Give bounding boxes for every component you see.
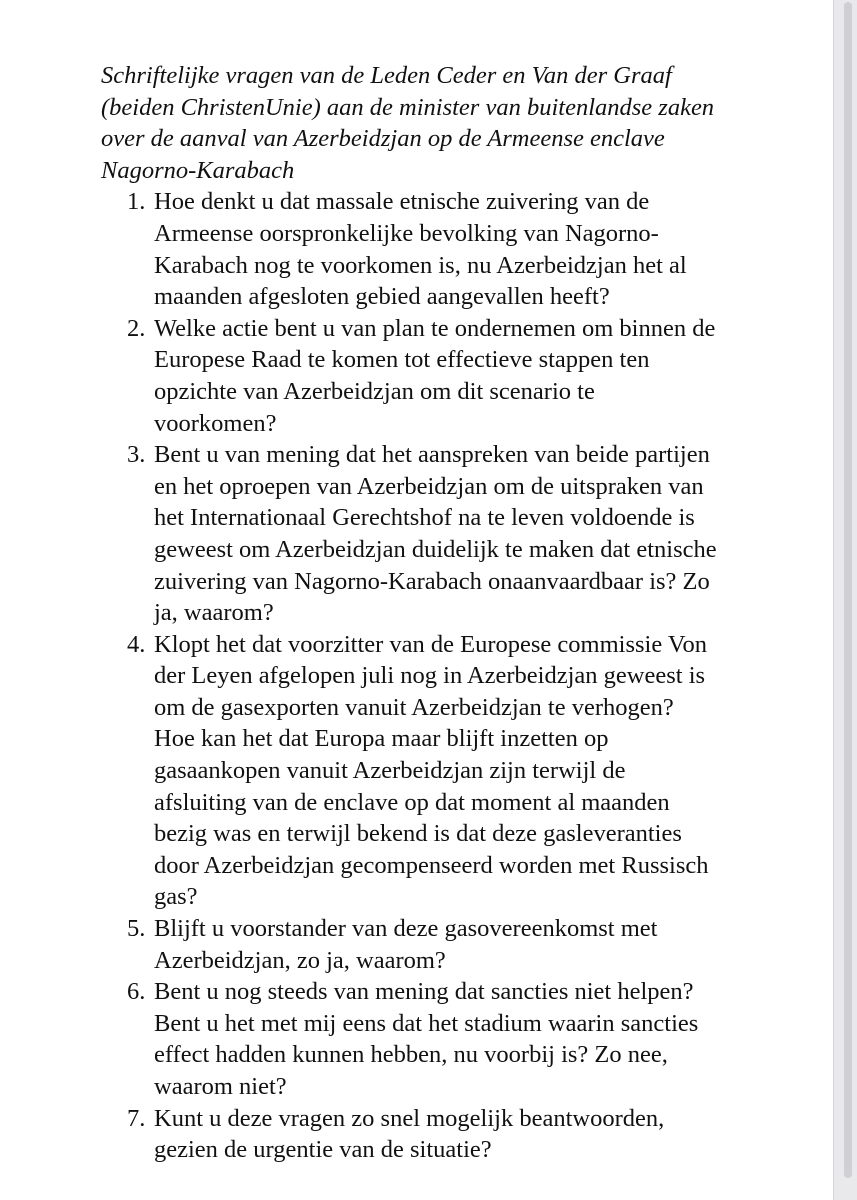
- question-line: waarom niet?: [154, 1073, 287, 1100]
- question-list: [101, 186, 801, 1165]
- question-line: Azerbeidzjan, zo ja, waarom?: [154, 946, 446, 974]
- question-line: om de gasexporten vanuit Azerbeidzjan te verhogen?: [154, 693, 674, 721]
- question-line: Bent u van mening dat het aanspreken van beide partijen: [154, 441, 710, 469]
- question-line: zuivering van Nagorno-Karabach onaanvaardbaar is? Zo: [154, 567, 710, 595]
- question-line: Bent u nog steeds van mening dat sancties niet helpen?: [154, 978, 694, 1006]
- question-item-5: [101, 913, 801, 976]
- question-line: Karabach nog te voorkomen is, nu Azerbeidzjan het al: [154, 251, 687, 279]
- question-line: Hoe kan het dat Europa maar blijft inzetten op: [154, 725, 609, 753]
- question-line: en het oproepen van Azerbeidzjan om de uitspraken van: [154, 472, 704, 500]
- question-number: 5.: [127, 915, 146, 943]
- question-line: maanden afgesloten gebied aangevallen heeft?: [154, 283, 610, 311]
- question-line: effect hadden kunnen hebben, nu voorbij is? Zo nee,: [154, 1041, 668, 1069]
- question-line: afsluiting van de enclave op dat moment al maanden: [154, 788, 670, 816]
- question-line: Welke actie bent u van plan te ondernemen om binnen de: [154, 314, 716, 342]
- question-number: 1.: [127, 188, 146, 216]
- question-number: 6.: [127, 978, 146, 1006]
- question-line: gas?: [154, 883, 198, 911]
- question-number: 7.: [127, 1104, 146, 1132]
- question-line: Blijft u voorstander van deze gasovereenkomst met: [154, 915, 658, 943]
- question-line: Hoe denkt u dat massale etnische zuivering van de: [154, 188, 650, 216]
- question-line: het Internationaal Gerechtshof na te leven voldoende is: [154, 504, 695, 532]
- document-title: [101, 60, 801, 186]
- question-number: 3.: [127, 441, 146, 469]
- document-body: [101, 60, 801, 1166]
- question-line: Bent u het met mij eens dat het stadium waarin sancties: [154, 1009, 699, 1037]
- question-line: gezien de urgentie van de situatie?: [154, 1136, 492, 1164]
- title-line: (beiden ChristenUnie) aan de minister van buitenlandse zaken: [101, 93, 715, 121]
- question-line: Kunt u deze vragen zo snel mogelijk beantwoorden,: [154, 1104, 665, 1132]
- question-line: der Leyen afgelopen juli nog in Azerbeidzjan geweest is: [154, 662, 706, 690]
- scrollbar-thumb[interactable]: [844, 2, 852, 1178]
- question-line: Klopt het dat voorzitter van de Europese commissie Von: [154, 630, 707, 658]
- question-line: opzichte van Azerbeidzjan om dit scenario te: [154, 377, 595, 405]
- question-item-3: [101, 439, 801, 629]
- question-item-1: [101, 186, 801, 312]
- question-line: gasaankopen vanuit Azerbeidzjan zijn terwijl de: [154, 757, 626, 785]
- title-line: Nagorno-Karabach: [101, 156, 295, 184]
- question-item-7: [101, 1103, 801, 1166]
- question-line: ja, waarom?: [154, 599, 274, 627]
- question-line: bezig was en terwijl bekend is dat deze gasleveranties: [154, 820, 682, 848]
- question-item-4: [101, 629, 801, 913]
- question-line: Armeense oorspronkelijke bevolking van Nagorno-: [154, 219, 659, 247]
- question-line: door Azerbeidzjan gecompenseerd worden met Russisch: [154, 851, 709, 879]
- question-item-2: [101, 313, 801, 439]
- question-number: 4.: [127, 630, 146, 658]
- title-line: over de aanval van Azerbeidzjan op de Armeense enclave: [101, 125, 665, 153]
- question-line: Europese Raad te komen tot effectieve stappen ten: [154, 346, 650, 374]
- title-line: Schriftelijke vragen van de Leden Ceder en Van der Graaf: [101, 62, 672, 89]
- question-line: voorkomen?: [154, 409, 277, 437]
- question-item-6: [101, 976, 801, 1102]
- question-line: geweest om Azerbeidzjan duidelijk te maken dat etnische: [154, 535, 717, 563]
- vertical-scrollbar[interactable]: [843, 0, 853, 1200]
- question-number: 2.: [127, 314, 146, 342]
